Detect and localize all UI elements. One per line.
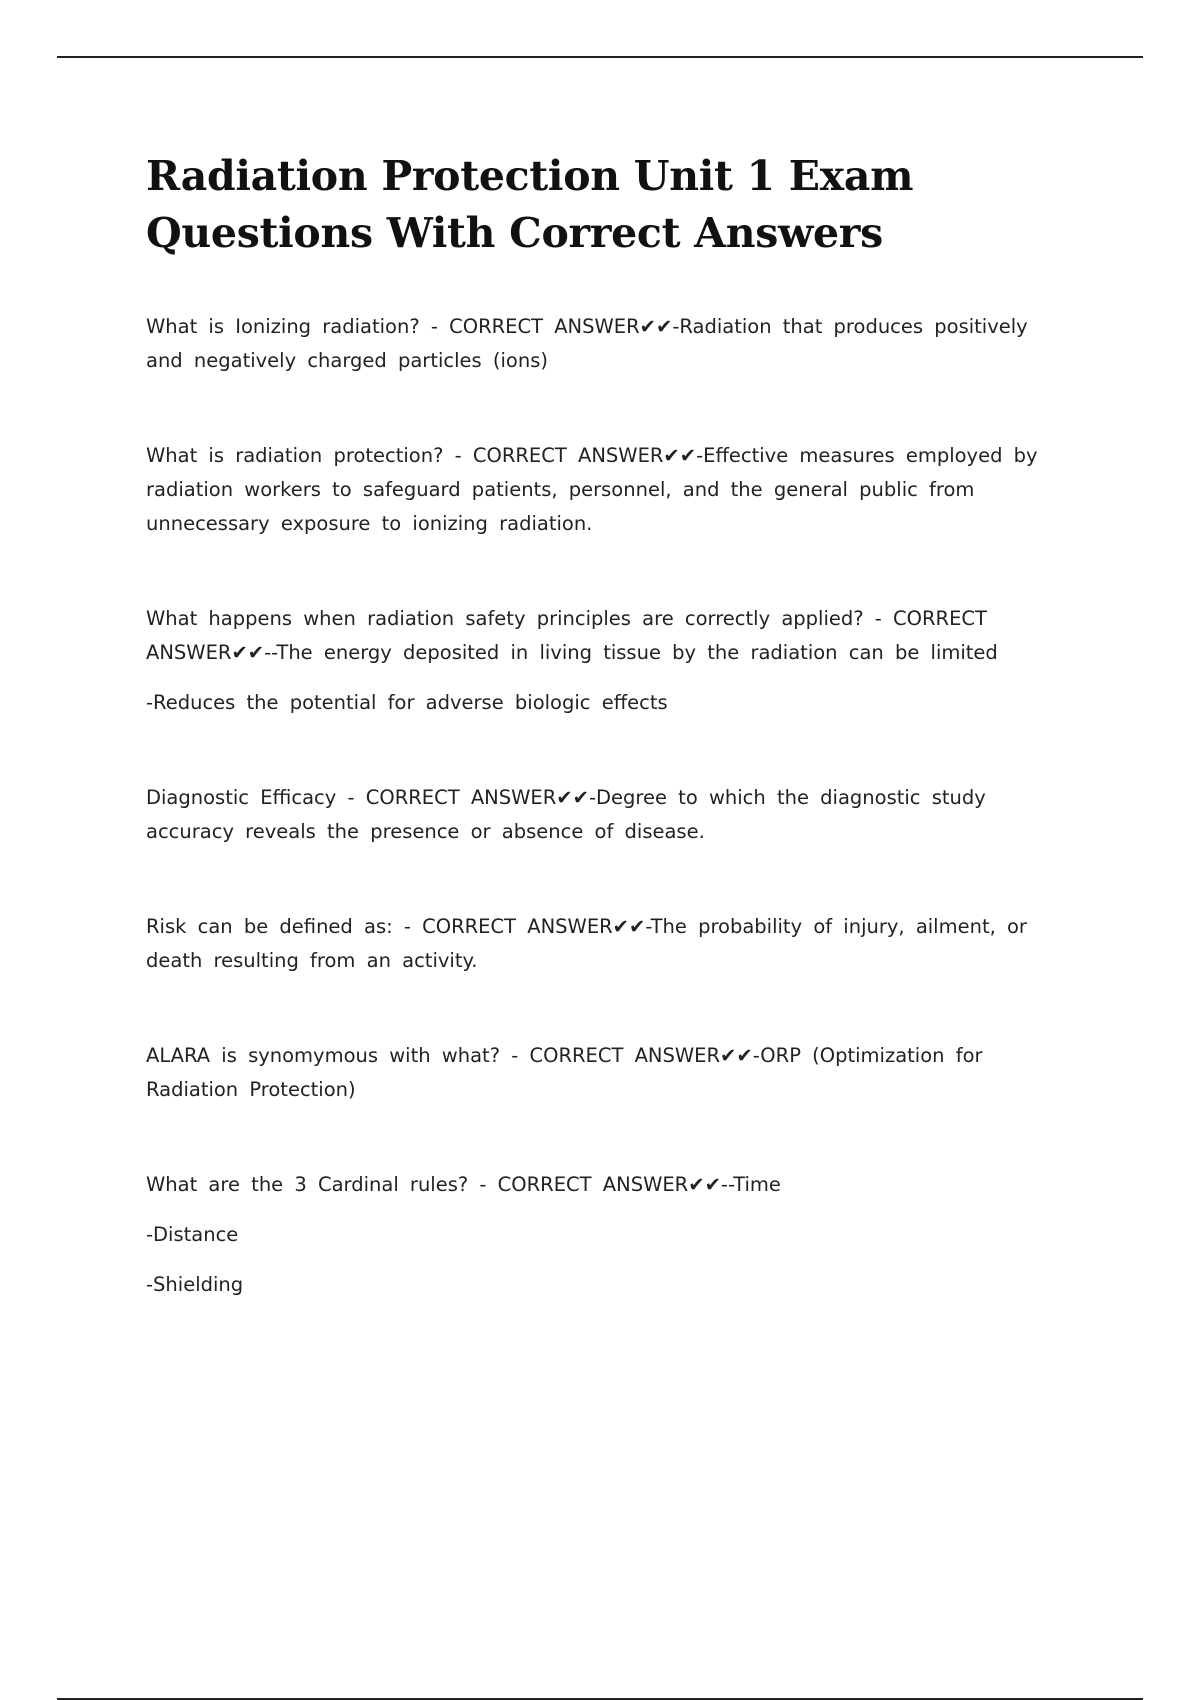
qa-text: -Shielding	[146, 1273, 244, 1296]
top-rule	[57, 56, 1143, 58]
qa-item-cardinal-rules	[146, 1168, 1061, 1302]
qa-text: What happens when radiation safety principles are correctly applied? - CORRECT ANSWER✔✔--The energy deposited in living tissue by the radiation can be limited	[146, 607, 998, 664]
qa-text: Diagnostic Efficacy - CORRECT ANSWER✔✔-Degree to which the diagnostic study accuracy reveals the presence or absence of disease.	[146, 786, 986, 843]
document-body	[146, 148, 1061, 1363]
qa-text: What is radiation protection? - CORRECT ANSWER✔✔-Effective measures employed by radiation workers to safeguard patients, personnel, and the general public from unnecessary exposure to ionizing radiation.	[146, 444, 1038, 535]
qa-text: Risk can be defined as: - CORRECT ANSWER✔✔-The probability of injury, ailment, or death resulting from an activity.	[146, 915, 1027, 972]
qa-item-risk	[146, 910, 1061, 978]
qa-text: -Reduces the potential for adverse biologic effects	[146, 691, 668, 714]
qa-item-ionizing-radiation	[146, 310, 1061, 378]
qa-text: ALARA is synomymous with what? - CORRECT ANSWER✔✔-ORP (Optimization for Radiation Protection)	[146, 1044, 983, 1101]
qa-text: -Distance	[146, 1223, 239, 1246]
qa-text: What is Ionizing radiation? - CORRECT ANSWER✔✔-Radiation that produces positively and negatively charged particles (ions)	[146, 315, 1028, 372]
qa-item-diagnostic-efficacy	[146, 781, 1061, 849]
page-title: Radiation Protection Unit 1 Exam Questions With Correct Answers	[146, 152, 914, 257]
qa-item-alara	[146, 1039, 1061, 1107]
qa-item-radiation-protection	[146, 439, 1061, 541]
qa-text: What are the 3 Cardinal rules? - CORRECT ANSWER✔✔--Time	[146, 1173, 781, 1196]
qa-item-safety-principles	[146, 602, 1061, 720]
